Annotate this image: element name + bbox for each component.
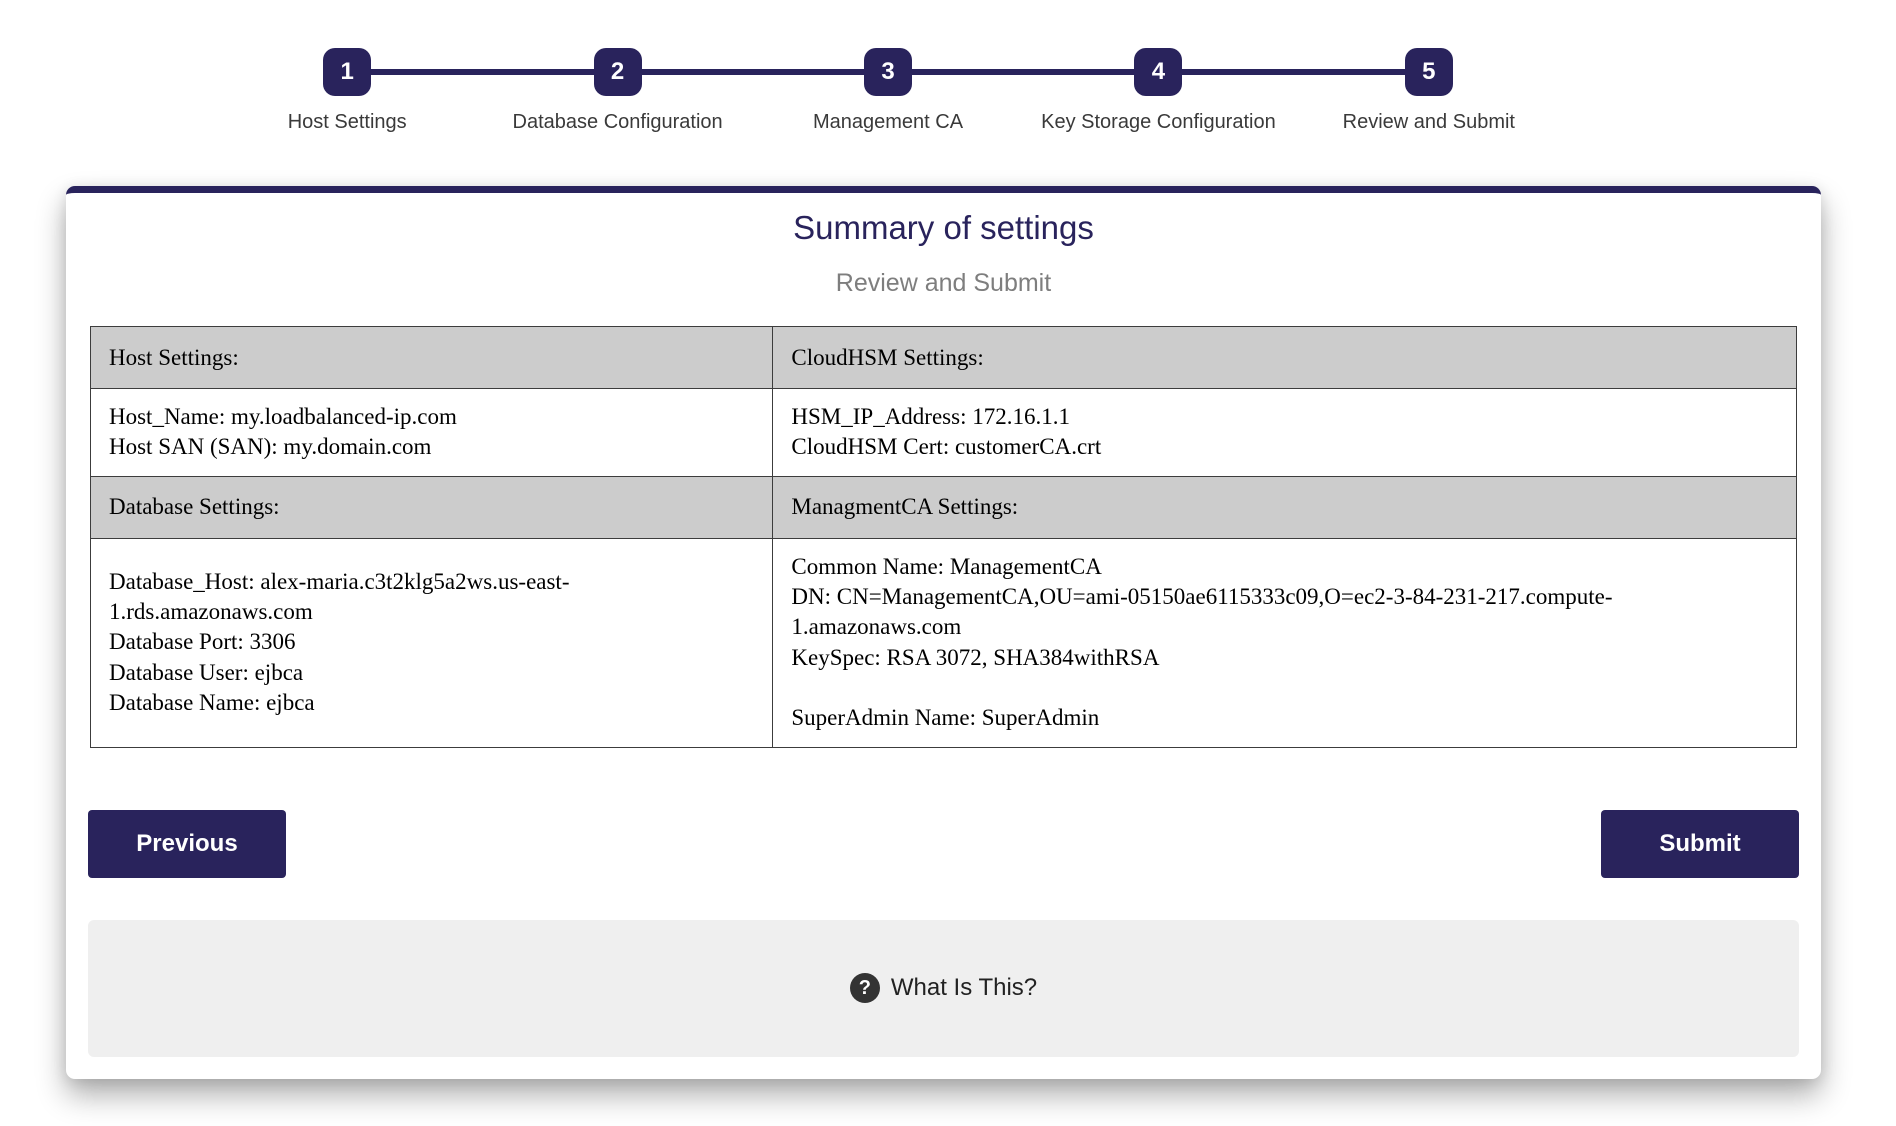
step-3-label: Management CA <box>812 111 964 133</box>
step-host-settings[interactable] <box>212 48 482 134</box>
step-3-badge[interactable]: 3 <box>864 48 912 96</box>
database-settings-header: Database Settings: <box>91 476 773 538</box>
step-review-and-submit[interactable] <box>1294 48 1564 134</box>
cloudhsm-settings-header: CloudHSM Settings: <box>773 327 1797 389</box>
host-settings-values <box>91 389 773 477</box>
step-key-storage-configuration[interactable] <box>1023 48 1293 134</box>
help-label: What Is This? <box>890 974 1038 1002</box>
step-database-configuration[interactable] <box>482 48 752 134</box>
cloudhsm-cert-value: CloudHSM Cert: customerCA.crt <box>791 434 1102 460</box>
blank-line <box>791 673 1778 703</box>
previous-button[interactable]: Previous <box>88 810 286 878</box>
keyspec-value: KeySpec: RSA 3072, SHA384withRSA <box>791 644 1160 670</box>
step-management-ca[interactable] <box>753 48 1023 134</box>
step-1-label: Host Settings <box>287 111 407 133</box>
step-5-label: Review and Submit <box>1342 111 1515 133</box>
step-1-badge[interactable]: 1 <box>323 48 371 96</box>
page-title: Summary of settings <box>793 209 1094 246</box>
superadmin-name-value: SuperAdmin Name: SuperAdmin <box>791 705 1100 731</box>
database-name-value: Database Name: ejbca <box>109 690 315 716</box>
hsm-ip-address-value: HSM_IP_Address: 172.16.1.1 <box>791 404 1070 429</box>
what-is-this-help[interactable] <box>88 920 1799 1057</box>
table-header-row <box>91 476 1797 538</box>
database-user-value: Database User: ejbca <box>109 659 304 685</box>
wizard-stepper <box>212 48 1564 134</box>
host-settings-header: Host Settings: <box>91 327 773 389</box>
page-subtitle: Review and Submit <box>835 269 1052 297</box>
host-san-value: Host SAN (SAN): my.domain.com <box>109 434 432 460</box>
step-4-badge[interactable]: 4 <box>1134 48 1182 96</box>
host-name-value: Host_Name: my.loadbalanced-ip.com <box>109 404 457 429</box>
settings-summary-table <box>90 326 1797 748</box>
managementca-settings-header: ManagmentCA Settings: <box>773 476 1797 538</box>
cloudhsm-settings-values <box>773 389 1797 477</box>
common-name-value: Common Name: ManagementCA <box>791 553 1102 579</box>
step-5-badge[interactable]: 5 <box>1405 48 1453 96</box>
database-settings-values <box>91 538 773 747</box>
wizard-button-row <box>88 810 1799 878</box>
database-host-value: Database_Host: alex-maria.c3t2klg5a2ws.us-east-1.rds.amazonaws.com <box>109 568 570 625</box>
database-port-value: Database Port: 3306 <box>109 629 296 655</box>
step-2-label: Database Configuration <box>512 111 723 133</box>
dn-value: DN: CN=ManagementCA,OU=ami-05150ae6115333c09,O=ec2-3-84-231-217.compute-1.amazonaws.com <box>791 584 1613 640</box>
managementca-settings-values <box>773 538 1797 747</box>
table-row <box>91 389 1797 477</box>
submit-button[interactable]: Submit <box>1601 810 1799 878</box>
step-2-badge[interactable]: 2 <box>594 48 642 96</box>
summary-card <box>66 186 1821 1079</box>
table-header-row <box>91 327 1797 389</box>
step-4-label: Key Storage Configuration <box>1041 111 1276 133</box>
table-row <box>91 538 1797 747</box>
help-question-icon: ? <box>850 973 880 1003</box>
